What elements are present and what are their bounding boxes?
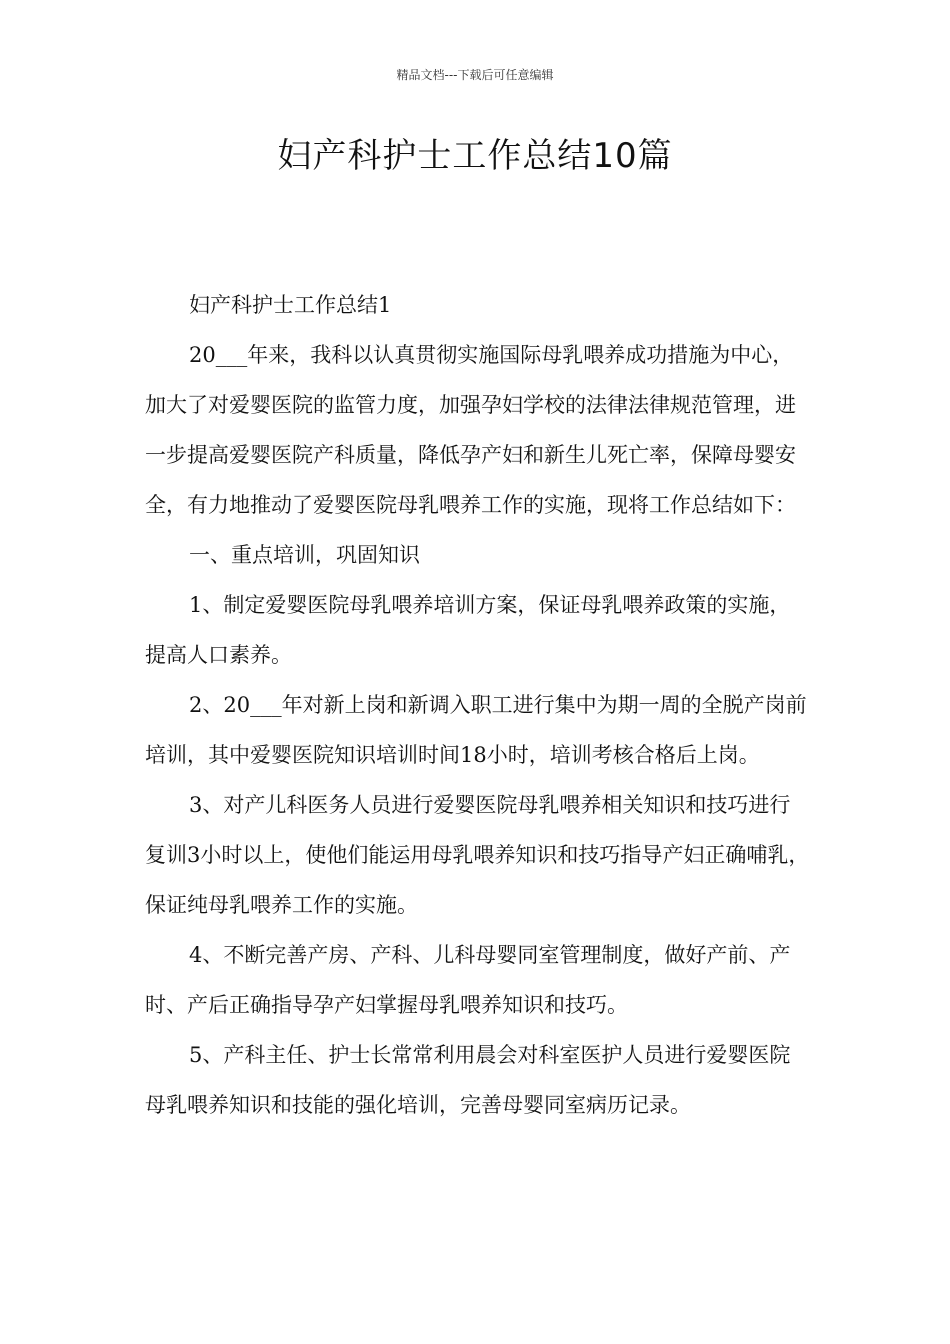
list-item-4: 4、不断完善产房、产科、儿科母婴同室管理制度，做好产前、产时、产后正确指导孕产妇掌握母乳喂养知识和技巧。 [145, 943, 791, 1017]
subtitle-paragraph: 妇产科护士工作总结1 [189, 293, 392, 317]
document-title: 妇产科护士工作总结10篇 [277, 136, 673, 176]
list-item-3: 3、对产儿科医务人员进行爱婴医院母乳喂养相关知识和技巧进行复训3小时以上，使他们能运用母乳喂养知识和技巧指导产妇正确哺乳，保证纯母乳喂养工作的实施。 [145, 793, 810, 917]
section-heading: 一、重点培训，巩固知识 [189, 543, 420, 567]
header-note: 精品文档---下载后可任意编辑 [396, 68, 554, 82]
list-item-2: 2、20___年对新上岗和新调入职工进行集中为期一周的全脱产岗前培训，其中爱婴医院知识培训时间18小时，培训考核合格后上岗。 [145, 693, 807, 767]
list-item-5: 5、产科主任、护士长常常利用晨会对科室医护人员进行爱婴医院母乳喂养知识和技能的强化培训，完善母婴同室病历记录。 [145, 1043, 791, 1117]
list-item-1: 1、制定爱婴医院母乳喂养培训方案，保证母乳喂养政策的实施，提高人口素养。 [145, 593, 791, 667]
intro-paragraph: 20___年来，我科以认真贯彻实施国际母乳喂养成功措施为中心，加大了对爱婴医院的监管力度，加强孕妇学校的法律法律规范管理，进一步提高爱婴医院产科质量，降低孕产妇和新生儿死亡率，保障母婴安全，有力地推动了爱婴医院母乳喂养工作的实施，现将工作总结如下： [145, 343, 796, 517]
document-body [145, 280, 810, 1130]
